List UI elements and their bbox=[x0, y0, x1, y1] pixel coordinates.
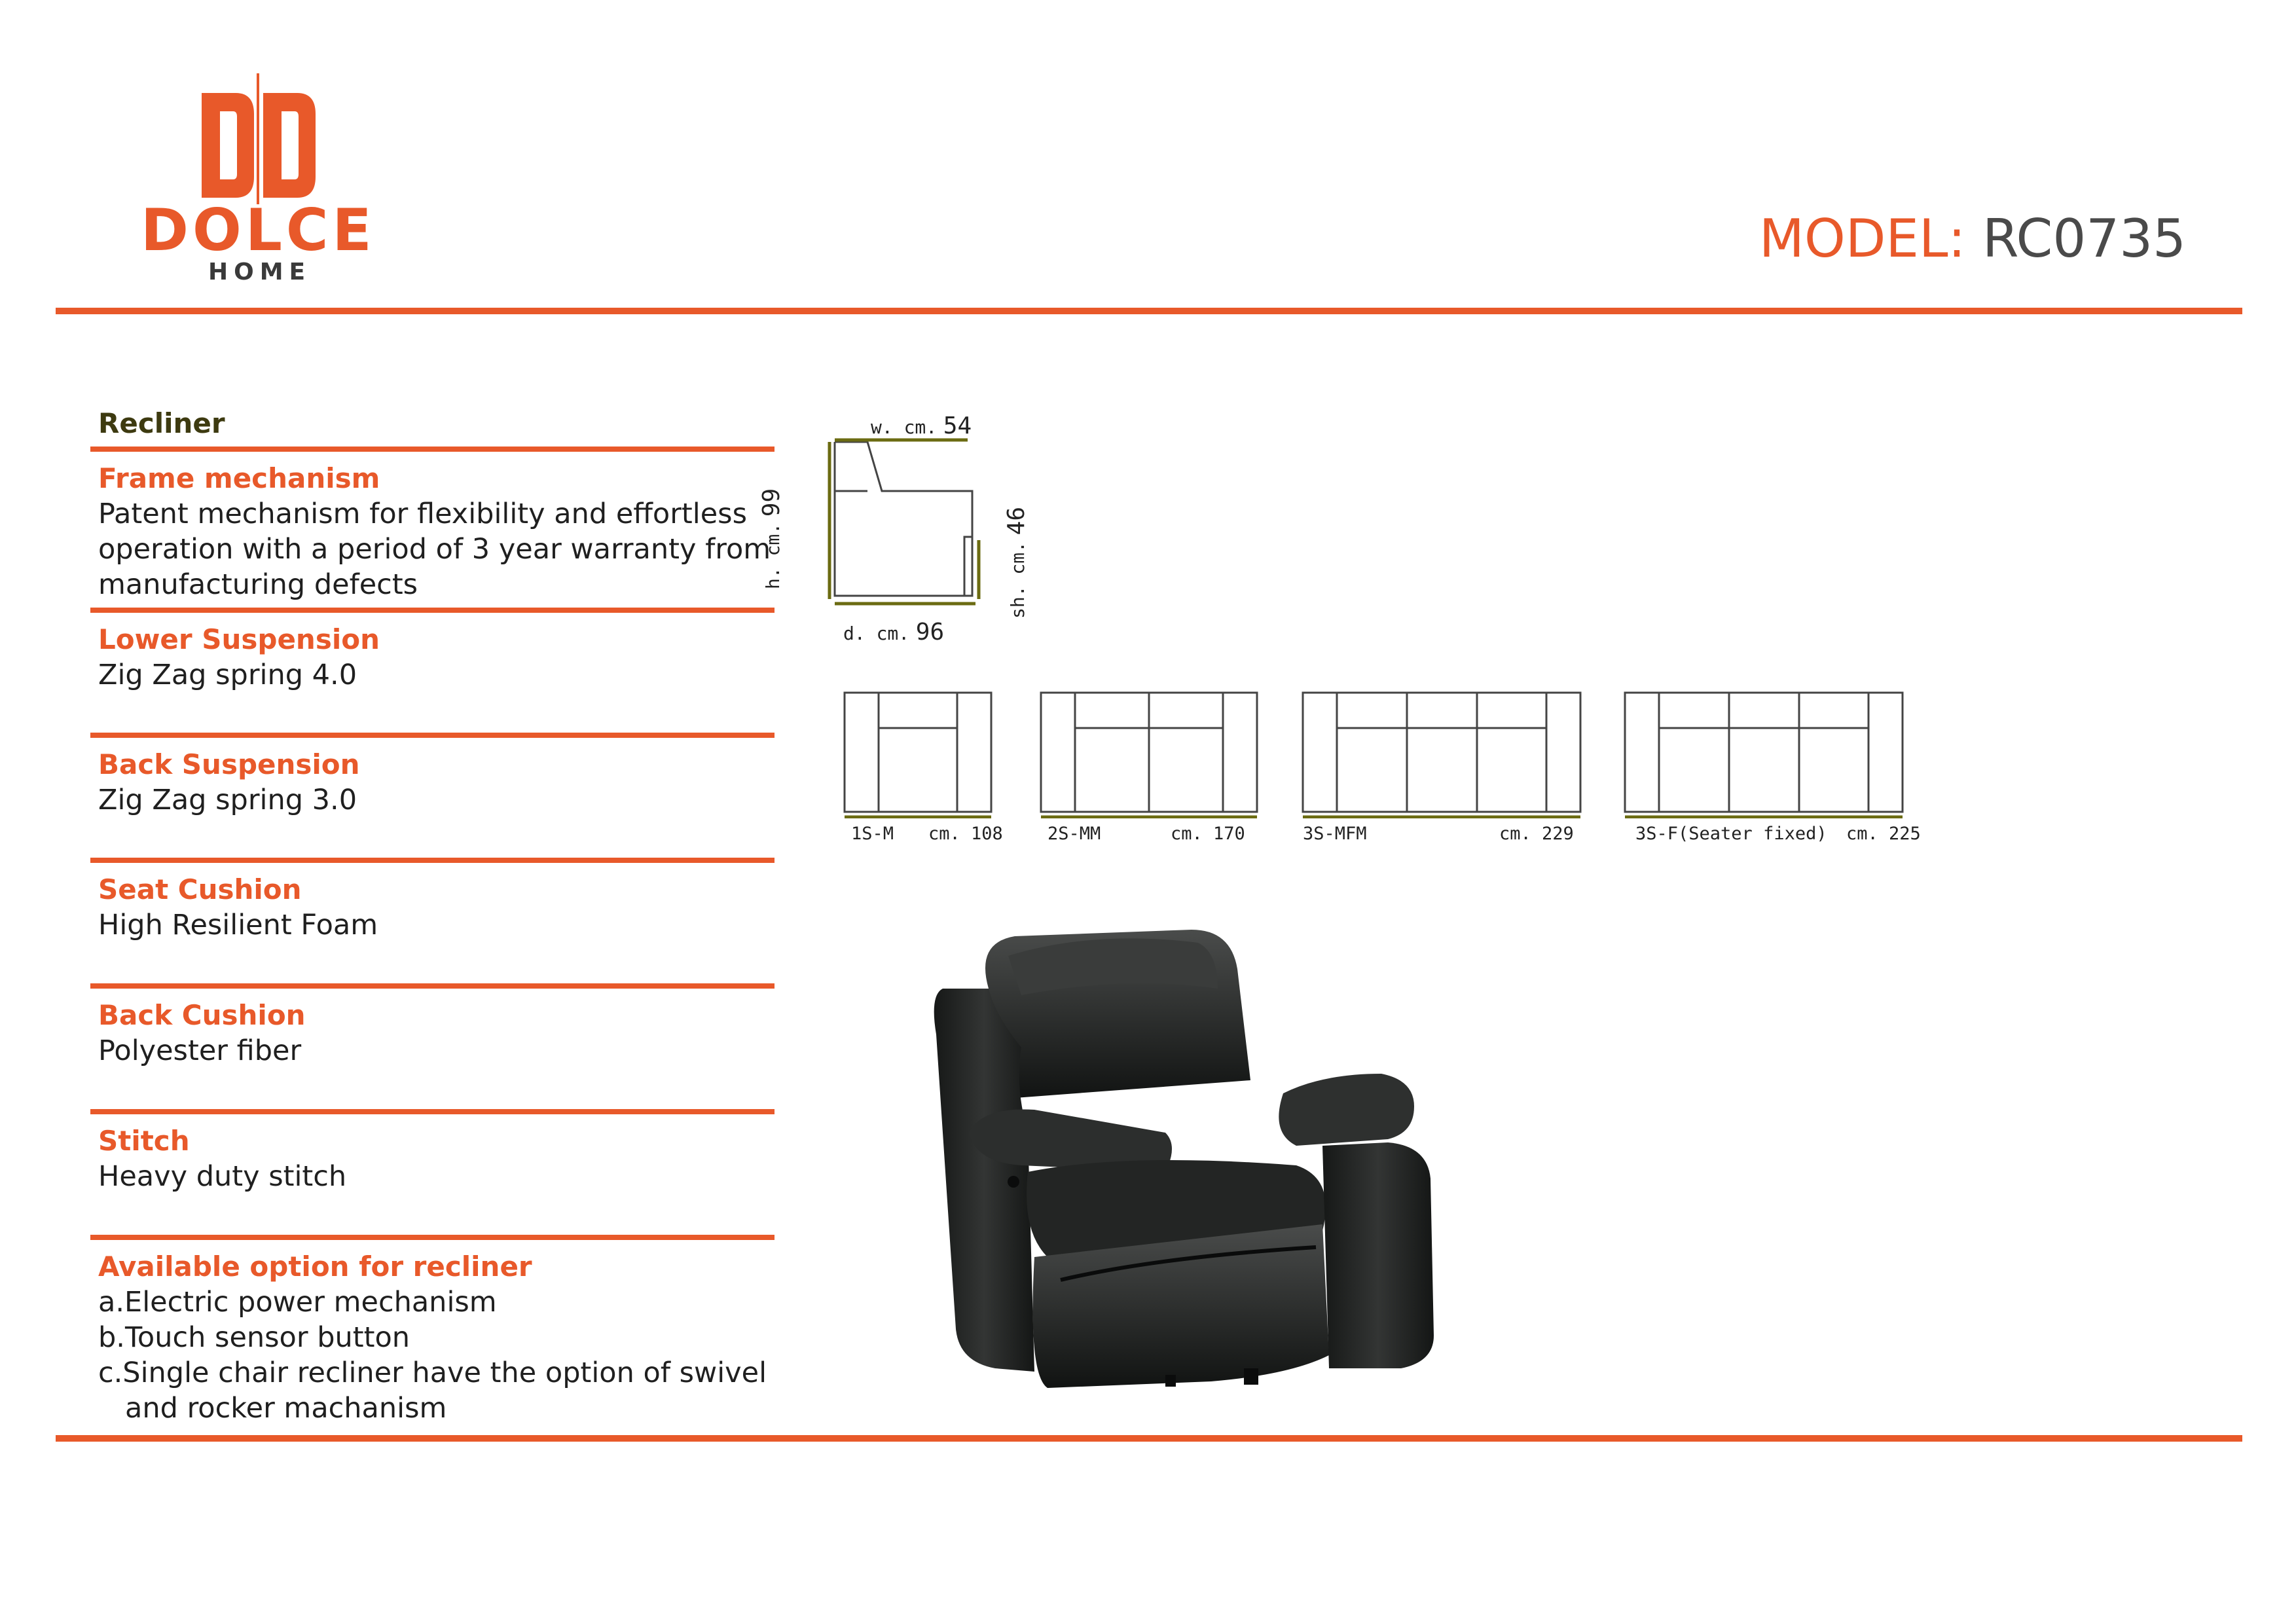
seat-height-label: sh. cm. bbox=[1007, 541, 1029, 619]
model-heading bbox=[1759, 208, 2186, 269]
seat-height-dimension bbox=[1003, 462, 1030, 619]
seat-height-value: 46 bbox=[1003, 506, 1030, 536]
config-size-2s-mm: cm. 170 bbox=[1171, 824, 1245, 844]
spec-body-back-suspension: Zig Zag spring 3.0 bbox=[98, 784, 357, 816]
spec-title-frame-mechanism: Frame mechanism bbox=[98, 462, 380, 494]
config-code-2s-mm: 2S-MM bbox=[1048, 824, 1101, 844]
height-dimension bbox=[758, 432, 785, 589]
section-divider bbox=[90, 1235, 774, 1240]
spec-body-available-options: a.Electric power mechanism b.Touch sensor button c.Single chair recliner have the option of swivel and rocker machanism bbox=[98, 1286, 767, 1425]
depth-value: 96 bbox=[915, 619, 945, 646]
spec-body-lower-suspension: Zig Zag spring 4.0 bbox=[98, 659, 357, 691]
section-divider bbox=[90, 983, 774, 989]
configuration-plan-diagrams bbox=[838, 687, 1912, 818]
spec-title-seat-cushion: Seat Cushion bbox=[98, 873, 302, 905]
depth-dimension bbox=[843, 619, 944, 646]
depth-label: d. cm. bbox=[843, 623, 910, 644]
section-divider bbox=[90, 608, 774, 613]
recliner-photo-icon bbox=[930, 917, 1493, 1388]
config-size-1s-m: cm. 108 bbox=[928, 824, 1003, 844]
spec-title-stitch: Stitch bbox=[98, 1125, 190, 1157]
spec-title-back-cushion: Back Cushion bbox=[98, 999, 306, 1031]
brand-subtitle: HOME bbox=[208, 259, 312, 285]
section-divider bbox=[90, 447, 774, 452]
width-dimension bbox=[871, 412, 972, 439]
config-code-3s-mfm: 3S-MFM bbox=[1303, 824, 1367, 844]
spec-body-seat-cushion: High Resilient Foam bbox=[98, 909, 378, 941]
footer-divider bbox=[56, 1435, 2242, 1442]
section-divider bbox=[90, 733, 774, 738]
spec-body-stitch: Heavy duty stitch bbox=[98, 1160, 347, 1193]
model-value: RC0735 bbox=[1982, 208, 2186, 269]
spec-title-available-options: Available option for recliner bbox=[98, 1250, 532, 1283]
config-code-1s-m: 1S-M bbox=[851, 824, 894, 844]
width-value: 54 bbox=[943, 412, 972, 439]
height-label: h. cm. bbox=[762, 522, 784, 589]
spec-title-back-suspension: Back Suspension bbox=[98, 748, 360, 780]
spec-title-lower-suspension: Lower Suspension bbox=[98, 623, 380, 655]
dolce-logo-mark-icon bbox=[196, 73, 321, 204]
header-divider bbox=[56, 308, 2242, 314]
section-divider bbox=[90, 1109, 774, 1114]
config-size-3s-mfm: cm. 229 bbox=[1499, 824, 1574, 844]
model-label: MODEL: bbox=[1758, 208, 1966, 269]
section-divider bbox=[90, 858, 774, 863]
height-value: 99 bbox=[758, 488, 785, 517]
config-code-3s-f: 3S-F(Seater fixed) bbox=[1635, 824, 1827, 844]
spec-body-back-cushion: Polyester fiber bbox=[98, 1034, 302, 1067]
spec-body-frame-mechanism: Patent mechanism for flexibility and effortless operation with a period of 3 year warranty from manufacturing defects bbox=[98, 498, 771, 601]
brand-name: DOLCE bbox=[141, 196, 376, 264]
width-label: w. cm. bbox=[871, 416, 938, 438]
product-category: Recliner bbox=[98, 407, 225, 439]
config-size-3s-f: cm. 225 bbox=[1846, 824, 1921, 844]
